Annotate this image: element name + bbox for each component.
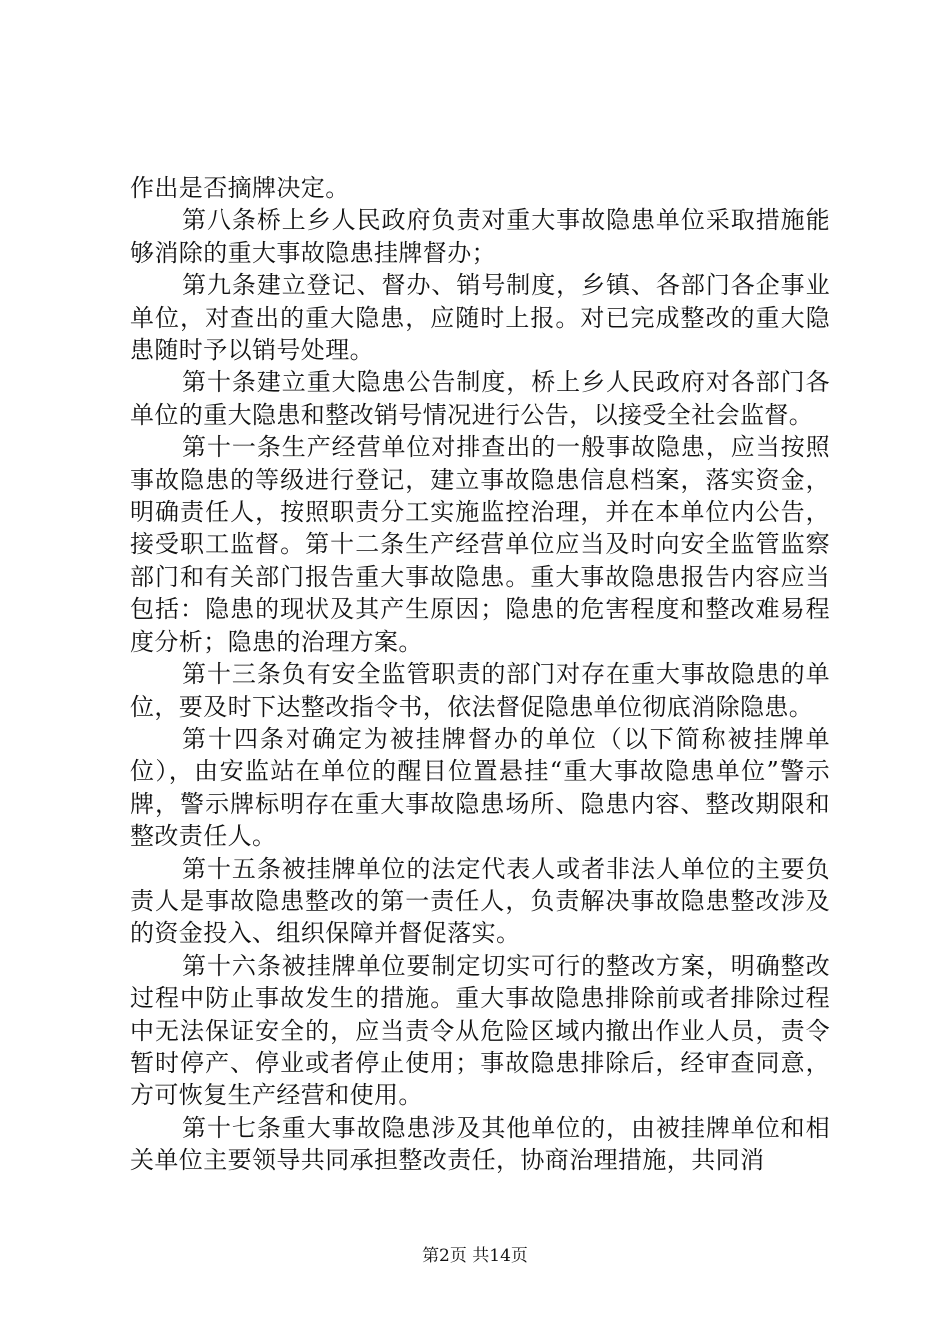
paragraph-article-15: 第十五条被挂牌单位的法定代表人或者非法人单位的主要负责人是事故隐患整改的第一责任人，负责解决事故隐患整改涉及的资金投入、组织保障并督促落实。 [130, 854, 830, 948]
paragraph-article-8: 第八条桥上乡人民政府负责对重大事故隐患单位采取措施能够消除的重大事故隐患挂牌督办； [130, 206, 830, 267]
page-footer [0, 1244, 950, 1268]
paragraph-article-14: 第十四条对确定为被挂牌督办的单位（以下简称被挂牌单位），由安监站在单位的醒目位置悬挂“重大事故隐患单位”警示牌，警示牌标明存在重大事故隐患场所、隐患内容、整改期限和整改责任人。 [130, 724, 830, 851]
paragraph-article-11-12: 第十一条生产经营单位对排查出的一般事故隐患，应当按照事故隐患的等级进行登记，建立事故隐患信息档案，落实资金，明确责任人，按照职责分工实施监控治理，并在本单位内公告，接受职工监督。第十二条生产经营单位应当及时向安全监管监察部门和有关部门报告重大事故隐患。重大事故隐患报告内容应当包括：隐患的现状及其产生原因；隐患的危害程度和整改难易程度分析；隐患的治理方案。 [130, 433, 830, 656]
paragraph-0: 作出是否摘牌决定。 [130, 174, 350, 202]
page-number-label: 第2页 共14页 [422, 1246, 528, 1266]
document-body [130, 172, 830, 1177]
paragraph-article-17: 第十七条重大事故隐患涉及其他单位的，由被挂牌单位和相关单位主要领导共同承担整改责任，协商治理措施，共同消 [130, 1113, 830, 1175]
paragraph-article-13: 第十三条负有安全监管职责的部门对存在重大事故隐患的单位，要及时下达整改指令书，依法督促隐患单位彻底消除隐患。 [130, 660, 830, 721]
paragraph-article-10: 第十条建立重大隐患公告制度，桥上乡人民政府对各部门各单位的重大隐患和整改销号情况进行公告，以接受全社会监督。 [130, 368, 830, 429]
paragraph-article-9: 第九条建立登记、督办、销号制度，乡镇、各部门各企事业单位，对查出的重大隐患，应随时上报。对已完成整改的重大隐患随时予以销号处理。 [130, 271, 830, 365]
paragraph-article-16: 第十六条被挂牌单位要制定切实可行的整改方案，明确整改过程中防止事故发生的措施。重大事故隐患排除前或者排除过程中无法保证安全的，应当责令从危险区域内撤出作业人员，责令暂时停产、停业或者停止使用；事故隐患排除后，经审查同意，方可恢复生产经营和使用。 [130, 951, 830, 1110]
